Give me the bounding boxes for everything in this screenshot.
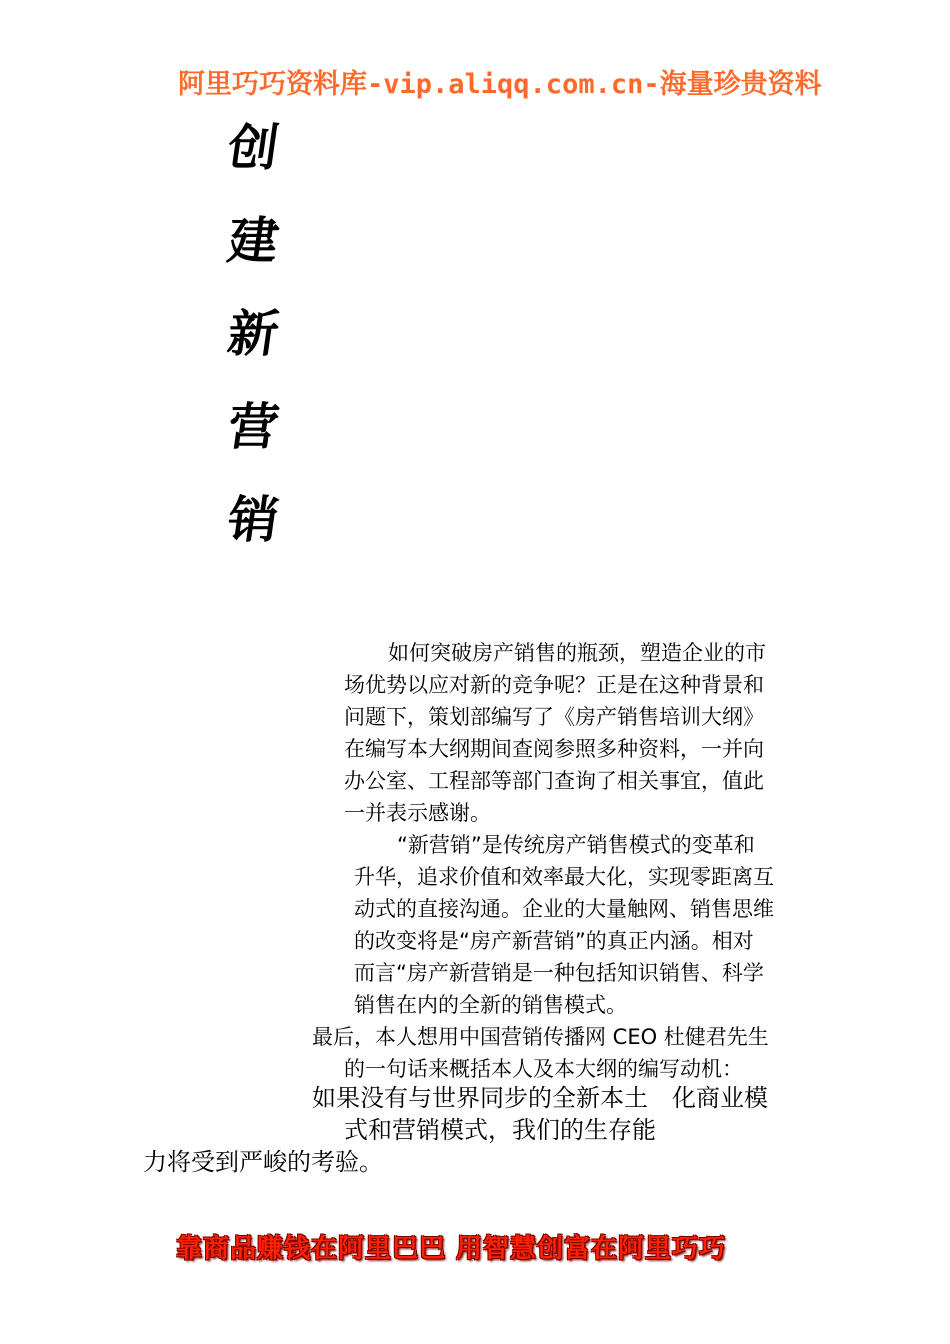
closing-line: 的一句话来概括本人及本大纲的编写动机： bbox=[344, 1057, 743, 1081]
intro-line: 办公室、工程部等部门查询了相关事宜，值此 bbox=[344, 769, 764, 793]
quote-line: 如果没有与世界同步的全新本土 化商业模 bbox=[312, 1084, 768, 1112]
quote-line: 力将受到严峻的考验。 bbox=[143, 1148, 383, 1176]
header-banner: 阿里巧巧资料库-vip.aliqq.com.cn-海量珍贵资料 bbox=[178, 69, 822, 100]
title-char: 新 bbox=[224, 304, 283, 363]
title-char: 建 bbox=[224, 211, 283, 270]
title-char: 销 bbox=[224, 490, 283, 549]
footer-banner: 靠商品赚钱在阿里巴巴 用智慧创富在阿里巧巧 bbox=[176, 1234, 727, 1264]
new-marketing-line: 销售在内的全新的销售模式。 bbox=[354, 993, 627, 1017]
new-marketing-line: 升华，追求价值和效率最大化，实现零距离互 bbox=[354, 865, 774, 889]
new-marketing-line: 的改变将是“房产新营销”的真正内涵。相对 bbox=[354, 929, 754, 953]
intro-line: 在编写本大纲期间查阅参照多种资料，一并向 bbox=[344, 737, 764, 761]
intro-line: 问题下，策划部编写了《房产销售培训大纲》 bbox=[344, 705, 764, 729]
quote-line: 式和营销模式，我们的生存能 bbox=[344, 1116, 656, 1144]
new-marketing-line: “新营销”是传统房产销售模式的变革和 bbox=[397, 833, 755, 857]
intro-line: 如何突破房产销售的瓶颈，塑造企业的市 bbox=[388, 641, 766, 665]
closing-line: 最后，本人想用中国营销传播网 CEO 杜健君先生 bbox=[312, 1025, 769, 1049]
new-marketing-line: 动式的直接沟通。企业的大量触网、销售思维 bbox=[354, 897, 774, 921]
new-marketing-line: 而言“房产新营销是一种包括知识销售、科学 bbox=[354, 961, 764, 985]
document-title bbox=[216, 118, 286, 583]
title-char: 创 bbox=[224, 118, 283, 177]
title-char: 营 bbox=[224, 397, 283, 456]
intro-line: 场优势以应对新的竞争呢？正是在这种背景和 bbox=[344, 673, 764, 697]
intro-line: 一并表示感谢。 bbox=[344, 801, 491, 825]
